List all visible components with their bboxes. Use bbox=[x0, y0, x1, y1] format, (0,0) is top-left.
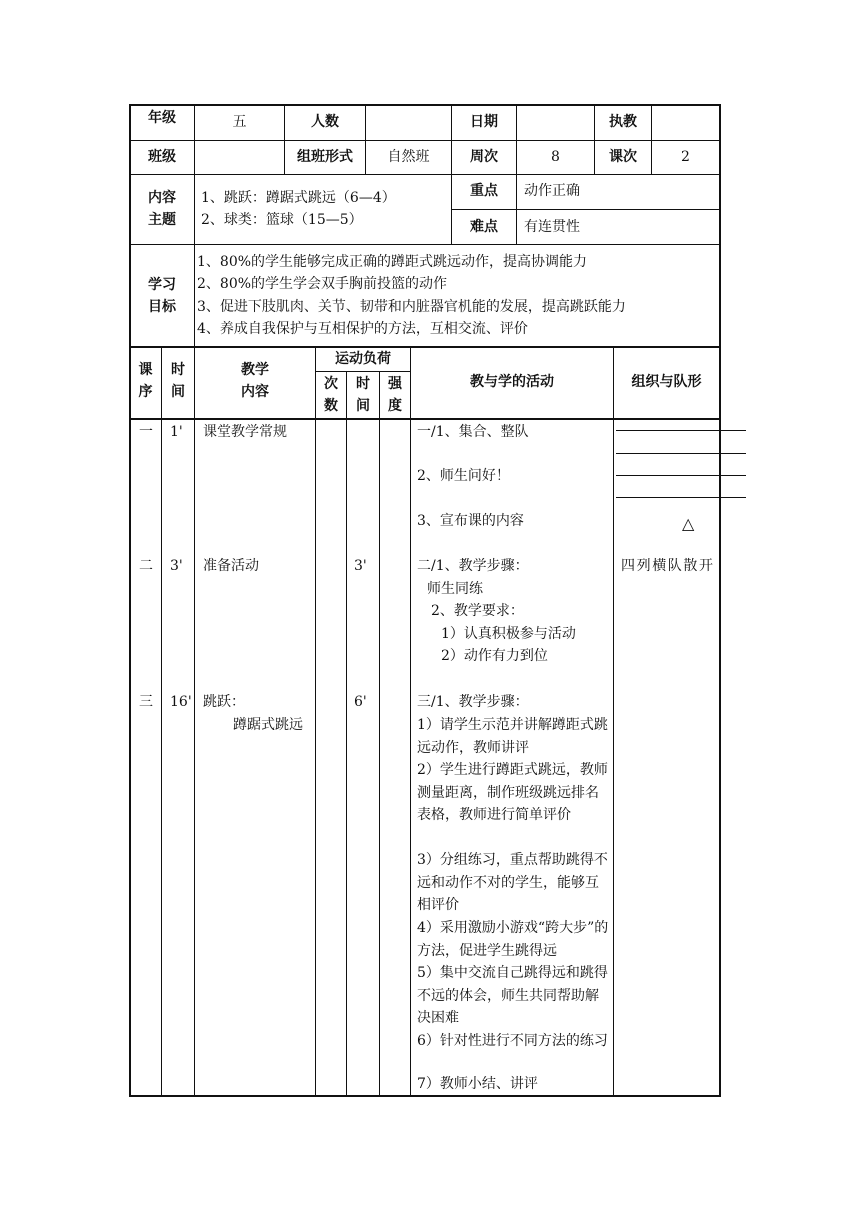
activity-line: 6）针对性进行不同方法的练习 bbox=[417, 1033, 608, 1049]
focus-value: 动作正确 bbox=[524, 183, 580, 199]
table-bottom-border bbox=[129, 1095, 721, 1097]
col-header-line: 时 bbox=[356, 376, 370, 392]
week-value: 8 bbox=[551, 149, 560, 165]
section-content-sub: 蹲踞式跳远 bbox=[233, 717, 303, 733]
row-line bbox=[315, 371, 410, 372]
row-line bbox=[130, 346, 720, 348]
difficulty-label: 难点 bbox=[470, 219, 498, 235]
activity-line: 1）请学生示范并讲解蹲距式跳远动作，教师讲评 bbox=[417, 717, 608, 756]
activity-line: 1）认真积极参与活动 bbox=[441, 626, 576, 642]
lesson-value: 2 bbox=[681, 149, 690, 165]
goals-label-line: 目标 bbox=[148, 299, 176, 315]
activity-line: 3、宣布课的内容 bbox=[417, 513, 524, 529]
count-label: 人数 bbox=[311, 114, 339, 130]
col-header-activity: 教与学的活动 bbox=[470, 374, 554, 390]
col-header-content bbox=[195, 359, 315, 403]
form-value: 自然班 bbox=[387, 149, 430, 165]
formation-line bbox=[616, 497, 746, 498]
col-header-line: 序 bbox=[138, 384, 153, 400]
teacher-position-icon: △ bbox=[682, 514, 695, 533]
class-label: 班级 bbox=[148, 149, 176, 165]
content-label-line: 内容 bbox=[148, 190, 176, 206]
col-header-line: 强 bbox=[388, 376, 402, 392]
section-content: 准备活动 bbox=[203, 558, 259, 574]
col-line bbox=[379, 371, 380, 1095]
activity-line: 一/1、集合、整队 bbox=[417, 424, 529, 440]
section-seq: 一 bbox=[139, 424, 153, 440]
col-line bbox=[516, 105, 517, 244]
col-header-line: 间 bbox=[171, 384, 185, 400]
col-line bbox=[410, 347, 411, 1095]
lesson-label: 课次 bbox=[609, 149, 637, 165]
activity-line: 3）分组练习，重点帮助跳得不远和动作不对的学生，能够互相评价 bbox=[417, 852, 608, 914]
col-header-load-intensity bbox=[380, 373, 410, 417]
formation-line bbox=[616, 475, 746, 476]
activity-line: 二/1、教学步骤： bbox=[417, 558, 529, 574]
section-seq: 三 bbox=[139, 694, 153, 710]
goals-label bbox=[130, 274, 194, 318]
formation-line bbox=[616, 453, 746, 454]
col-line bbox=[613, 347, 614, 1095]
row-line bbox=[130, 244, 720, 245]
col-header-load: 运动负荷 bbox=[335, 351, 391, 367]
goal-item: 4、养成自我保护与互相保护的方法，互相交流、评价 bbox=[197, 321, 528, 337]
section-content: 跳跃： bbox=[203, 694, 245, 710]
form-label: 组班形式 bbox=[297, 149, 353, 165]
activity-line: 5）集中交流自己跳得远和跳得不远的体会，师生共同帮助解决困难 bbox=[417, 965, 608, 1027]
activity-line: 4）采用激励小游戏“跨大步”的方法，促进学生跳得远 bbox=[417, 920, 609, 959]
goal-item: 2、80%的学生学会双手胸前投篮的动作 bbox=[197, 276, 448, 292]
row-line bbox=[130, 174, 720, 175]
col-header-line: 时 bbox=[171, 362, 185, 378]
section-load-time: 3' bbox=[354, 558, 367, 574]
col-header-seq bbox=[130, 359, 161, 403]
col-header-line: 间 bbox=[356, 398, 370, 414]
table-top-border bbox=[129, 104, 721, 106]
difficulty-value: 有连贯性 bbox=[524, 219, 580, 235]
focus-label: 重点 bbox=[470, 183, 498, 199]
goal-item: 1、80%的学生能够完成正确的蹲距式跳远动作，提高协调能力 bbox=[197, 254, 588, 270]
section-time: 16' bbox=[170, 694, 192, 710]
row-line bbox=[130, 418, 720, 420]
grade-label: 年级 bbox=[148, 110, 176, 126]
teacher-label: 执教 bbox=[609, 114, 637, 130]
col-header-time bbox=[162, 359, 194, 403]
week-label: 周次 bbox=[470, 149, 498, 165]
col-header-organization: 组织与队形 bbox=[631, 374, 702, 390]
activity-line: 三/1、教学步骤： bbox=[417, 694, 529, 710]
section-time: 3' bbox=[170, 558, 183, 574]
col-header-line: 教学 bbox=[241, 362, 269, 378]
goals-label-line: 学习 bbox=[148, 277, 176, 293]
table-left-border bbox=[129, 104, 131, 1097]
activity-line: 2、教学要求： bbox=[431, 603, 524, 619]
col-header-load-count bbox=[316, 373, 346, 417]
col-line bbox=[346, 371, 347, 1095]
activity-line: 7）教师小结、讲评 bbox=[417, 1076, 538, 1092]
section-content: 课堂教学常规 bbox=[203, 424, 287, 440]
col-line bbox=[194, 244, 195, 346]
col-line bbox=[315, 347, 316, 1095]
col-header-line: 数 bbox=[324, 398, 338, 414]
content-item: 1、跳跃：蹲踞式跳远（6—4） bbox=[201, 190, 396, 206]
content-label-line: 主题 bbox=[148, 212, 176, 228]
row-line bbox=[451, 209, 720, 210]
activity-line: 2、师生问好！ bbox=[417, 468, 510, 484]
activity-line: 2）动作有力到位 bbox=[441, 648, 548, 664]
section-time: 1' bbox=[170, 424, 183, 440]
col-header-load-time bbox=[347, 373, 379, 417]
col-header-line: 度 bbox=[388, 398, 402, 414]
content-item: 2、球类：篮球（15—5） bbox=[201, 212, 363, 228]
row-line bbox=[130, 140, 720, 141]
date-label: 日期 bbox=[470, 114, 498, 130]
section-load-time: 6' bbox=[354, 694, 367, 710]
section-seq: 二 bbox=[139, 558, 153, 574]
col-line bbox=[194, 347, 195, 1095]
content-label bbox=[130, 187, 194, 231]
col-header-line: 课 bbox=[138, 362, 153, 378]
col-line bbox=[194, 174, 195, 244]
activity-line: 2）学生进行蹲距式跳远，教师测量距离，制作班级跳远排名表格，教师进行简单评价 bbox=[417, 762, 608, 824]
col-line bbox=[161, 347, 162, 1095]
formation-line bbox=[616, 430, 746, 431]
goal-item: 3、促进下肢肌肉、关节、韧带和内脏器官机能的发展，提高跳跃能力 bbox=[197, 299, 626, 315]
table-right-border bbox=[719, 104, 721, 1097]
grade-value: 五 bbox=[232, 114, 247, 130]
col-header-line: 次 bbox=[324, 376, 338, 392]
activity-line: 师生同练 bbox=[427, 581, 483, 597]
col-header-line: 内容 bbox=[241, 384, 269, 400]
section-organization: 四列横队散开 bbox=[621, 558, 713, 574]
